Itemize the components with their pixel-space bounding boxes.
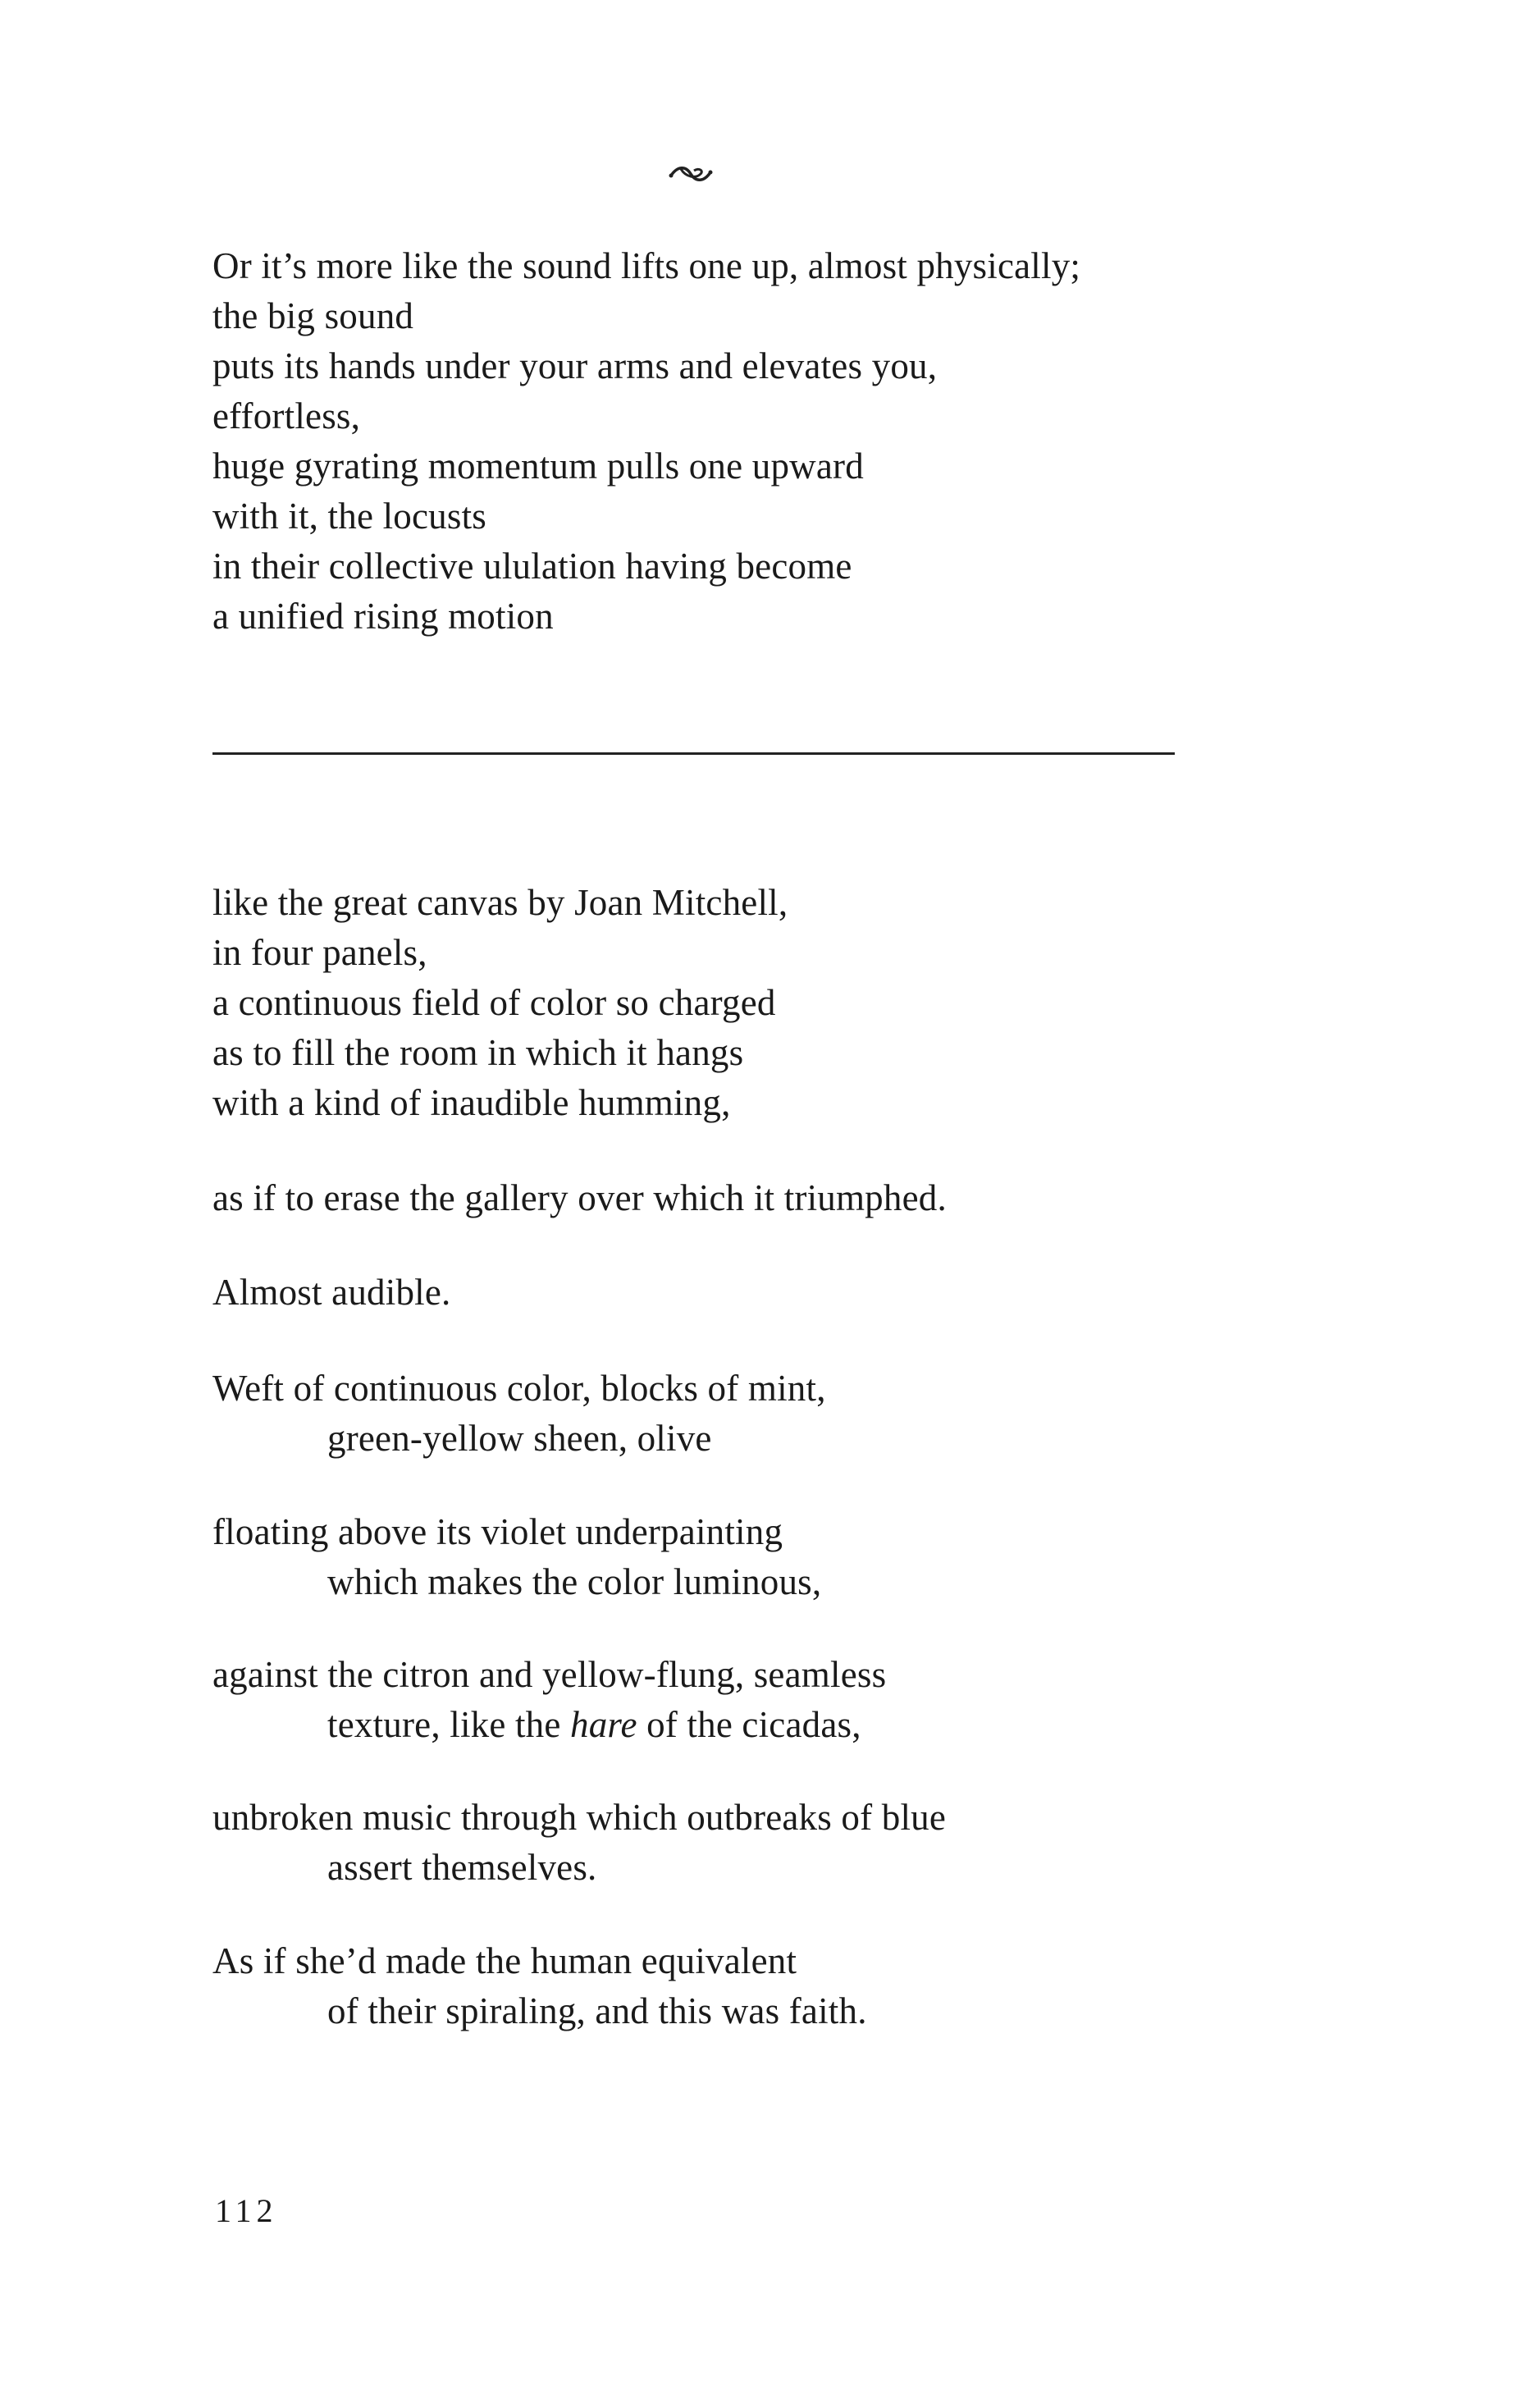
stanza-1	[212, 241, 1279, 642]
poem-line-indented: of their spiraling, and this was faith.	[327, 1990, 867, 2031]
poem-line: Or it’s more like the sound lifts one up, almost physically;	[212, 245, 1081, 286]
italic-word: hare	[570, 1704, 637, 1745]
poem-line: with a kind of inaudible humming,	[212, 1082, 731, 1123]
poem-line: As if she’d made the human equivalent	[212, 1940, 797, 1981]
poem-line: unbroken music through which outbreaks of blue	[212, 1797, 947, 1838]
ornament-flourish-icon	[666, 158, 715, 190]
poem-line: a unified rising motion	[212, 596, 554, 637]
stanza-8	[212, 1793, 1279, 1893]
poem-line: with it, the locusts	[212, 496, 486, 537]
poem-line: in their collective ululation having become	[212, 546, 852, 587]
poem-line-indented: which makes the color luminous,	[327, 1561, 822, 1602]
poem-line-indented: assert themselves.	[327, 1847, 597, 1888]
poem-line: as if to erase the gallery over which it triumphed.	[212, 1177, 947, 1218]
stanza-7	[212, 1650, 1279, 1750]
poem-line: puts its hands under your arms and elevates you,	[212, 345, 938, 386]
line-text: texture, like the	[327, 1704, 570, 1745]
poem-line: the big sound	[212, 295, 414, 336]
poem-line: Almost audible.	[212, 1272, 451, 1313]
poem-line: floating above its violet underpainting	[212, 1511, 783, 1552]
poem-line: a continuous field of color so charged	[212, 982, 776, 1023]
section-divider	[212, 752, 1175, 755]
poem-line-indented: green-yellow sheen, olive	[327, 1418, 712, 1459]
line-text: of the cicadas,	[637, 1704, 861, 1745]
poem-line-indented	[212, 1700, 1279, 1750]
stanza-5	[212, 1364, 1279, 1464]
stanza-9	[212, 1936, 1279, 2036]
poem-line: effortless,	[212, 395, 361, 436]
stanza-3	[212, 1173, 1279, 1223]
poem-line: against the citron and yellow-flung, seamless	[212, 1654, 887, 1695]
stanza-4	[212, 1268, 1279, 1318]
poem-line: as to fill the room in which it hangs	[212, 1032, 744, 1073]
stanza-2	[212, 878, 1279, 1128]
stanza-6	[212, 1507, 1279, 1607]
poem-line: Weft of continuous color, blocks of mint,	[212, 1368, 826, 1409]
poem-line: in four panels,	[212, 932, 427, 973]
poem-line: huge gyrating momentum pulls one upward	[212, 446, 864, 487]
poem-line: like the great canvas by Joan Mitchell,	[212, 882, 788, 923]
page-number: 112	[215, 2192, 278, 2229]
